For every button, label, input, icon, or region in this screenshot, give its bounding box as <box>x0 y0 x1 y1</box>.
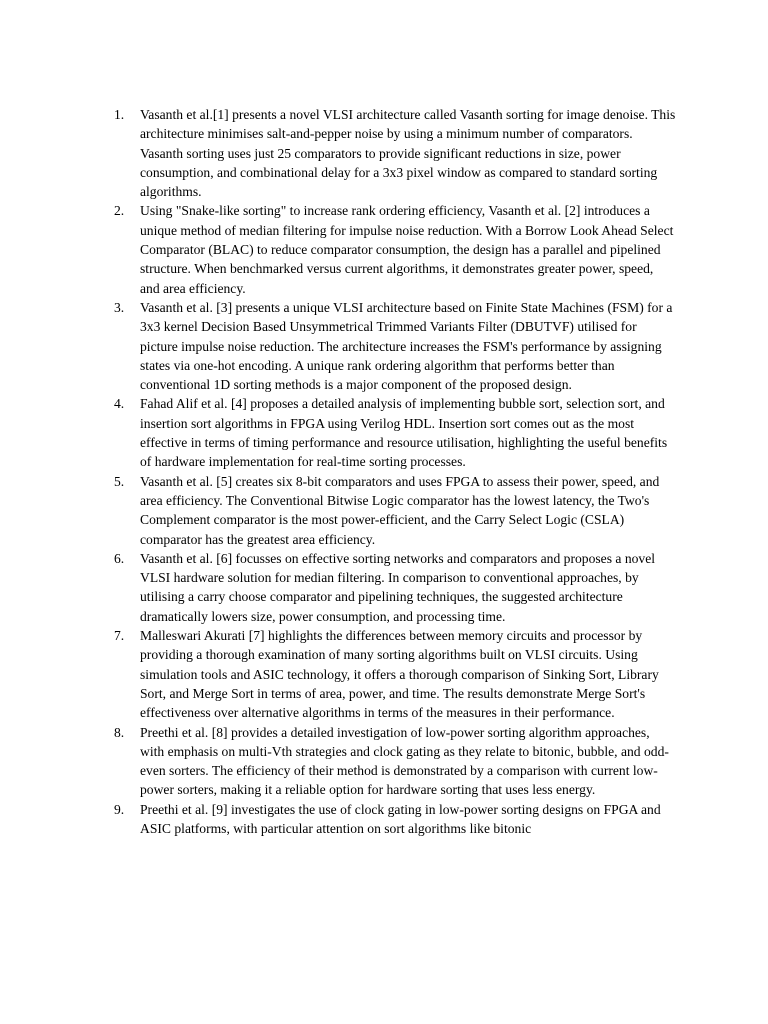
reference-text: Vasanth et al. [6] focusses on effective sorting networks and comparators and proposes a novel VLSI hardware solution for median filtering. In comparison to conventional approaches, by utilising a carry choose comparator and pipelining techniques, the suggested architecture dramatically lowers size, power consumption, and processing time. <box>140 550 656 624</box>
reference-item-9 <box>114 800 676 839</box>
reference-item-2 <box>114 201 676 297</box>
reference-number: 6. <box>114 550 125 566</box>
reference-text: Preethi et al. [9] investigates the use of clock gating in low-power sorting designs on FPGA and ASIC platforms, with particular attention on sort algorithms like bitonic <box>140 801 661 836</box>
reference-number: 4. <box>114 396 125 412</box>
reference-number: 3. <box>114 299 125 315</box>
reference-number: 9. <box>114 801 125 817</box>
reference-text: Vasanth et al.[1] presents a novel VLSI architecture called Vasanth sorting for image denoise. This architecture minimises salt-and-pepper noise by using a minimum number of comparators. Vasanth sorting uses just 25 comparators to provide significant reductions in size, power consumption, and combinational delay for a 3x3 pixel window as compared to standard sorting algorithms. <box>140 107 676 200</box>
reference-text: Preethi et al. [8] provides a detailed investigation of low-power sorting algorithm approaches, with emphasis on multi-Vth strategies and clock gating as they relate to bitonic, bubble, and odd-even sorters. The efficiency of their method is demonstrated by a comparison with current low-power sorters, making it a reliable option for hardware sorting that uses less energy. <box>140 724 669 798</box>
reference-item-1 <box>114 105 676 201</box>
reference-text: Fahad Alif et al. [4] proposes a detailed analysis of implementing bubble sort, selection sort, and insertion sort algorithms in FPGA using Verilog HDL. Insertion sort comes out as the most effective in terms of timing performance and resource utilisation, highlighting the useful benefits of hardware implementation for real-time sorting processes. <box>140 396 668 470</box>
reference-list <box>114 105 676 838</box>
reference-number: 5. <box>114 473 125 489</box>
reference-number: 1. <box>114 107 125 122</box>
reference-item-7 <box>114 626 676 722</box>
reference-item-8 <box>114 723 676 800</box>
reference-item-6 <box>114 549 676 626</box>
reference-text: Using "Snake-like sorting" to increase rank ordering efficiency, Vasanth et al. [2] introduces a unique method of median filtering for impulse noise reduction. With a Borrow Look Ahead Select Comparator (BLAC) to reduce comparator consumption, the design has a parallel and pipelined structure. When benchmarked versus current algorithms, it demonstrates greater power, speed, and area efficiency. <box>140 203 674 296</box>
reference-item-5 <box>114 472 676 549</box>
reference-text: Vasanth et al. [5] creates six 8-bit comparators and uses FPGA to assess their power, speed, and area efficiency. The Conventional Bitwise Logic comparator has the lowest latency, the Two's Complement comparator is the most power-efficient, and the Carry Select Logic (CSLA) comparator has the greatest area efficiency. <box>140 473 660 547</box>
reference-number: 8. <box>114 724 125 740</box>
reference-text: Malleswari Akurati [7] highlights the differences between memory circuits and processor by providing a thorough examination of many sorting algorithms built on VLSI circuits. Using simulation tools and ASIC technology, it offers a thorough comparison of Sinking Sort, Library Sort, and Merge Sort in terms of area, power, and time. The results demonstrate Merge Sort's effectiveness over alternative algorithms in terms of the measures in their performance. <box>140 628 659 721</box>
reference-item-4 <box>114 394 676 471</box>
reference-text: Vasanth et al. [3] presents a unique VLSI architecture based on Finite State Machines (FSM) for a 3x3 kernel Decision Based Unsymmetrical Trimmed Variants Filter (DBUTVF) utilised for picture impulse noise reduction. The architecture increases the FSM's performance by assigning states via one-hot encoding. A unique rank ordering algorithm that performs better than conventional 1D sorting methods is a major component of the proposed design. <box>140 299 673 393</box>
reference-number: 7. <box>114 628 125 644</box>
reference-item-3 <box>114 298 676 394</box>
reference-number: 2. <box>114 203 125 219</box>
